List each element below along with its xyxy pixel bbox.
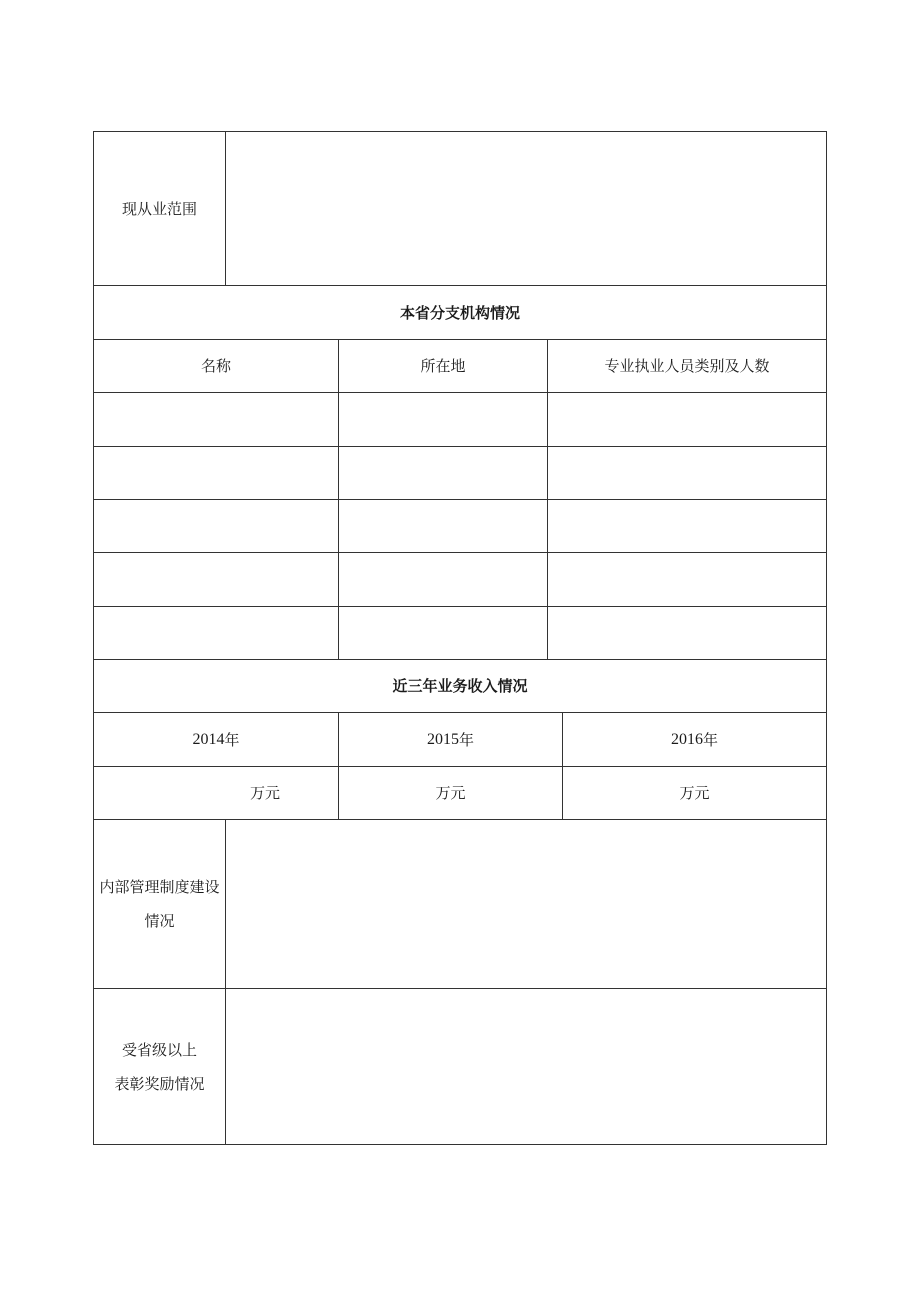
- year-suffix: 年: [224, 730, 240, 749]
- year-value: 2015: [426, 730, 459, 748]
- management-label: [94, 820, 225, 988]
- branches-section-title: 本省分支机构情况: [399, 303, 520, 322]
- awards-label-line: 表彰奖励情况: [114, 1074, 205, 1093]
- branch-name-cell[interactable]: [94, 553, 338, 606]
- column-header-staff: 专业执业人员类别及人数: [604, 357, 770, 375]
- year-suffix: 年: [458, 730, 474, 749]
- year-suffix: 年: [702, 730, 718, 749]
- revenue-unit: 万元: [435, 784, 466, 802]
- branch-location-cell[interactable]: [339, 500, 547, 552]
- branch-location-cell[interactable]: [339, 393, 547, 446]
- branch-staff-cell[interactable]: [548, 447, 826, 499]
- column-header-name: 名称: [200, 357, 231, 375]
- awards-label: [94, 989, 225, 1144]
- revenue-year-header: [563, 713, 826, 766]
- revenue-unit: 万元: [679, 784, 710, 802]
- management-label-line: 内部管理制度建设: [99, 878, 220, 896]
- branch-name-cell[interactable]: [94, 607, 338, 659]
- revenue-section-title: 近三年业务收入情况: [392, 677, 528, 695]
- revenue-year-header: [339, 713, 562, 766]
- business-scope-field[interactable]: [226, 132, 826, 285]
- branch-staff-cell[interactable]: [548, 607, 826, 659]
- branch-name-cell[interactable]: [94, 393, 338, 446]
- year-value: 2016: [670, 730, 703, 748]
- year-value: 2014: [192, 730, 225, 748]
- revenue-amount-cell[interactable]: [563, 767, 826, 819]
- revenue-amount-cell[interactable]: [94, 767, 338, 819]
- branch-location-cell[interactable]: [339, 447, 547, 499]
- branch-staff-cell[interactable]: [548, 553, 826, 606]
- branch-location-cell[interactable]: [339, 553, 547, 606]
- awards-label-line: 受省级以上: [121, 1040, 197, 1059]
- branch-location-cell[interactable]: [339, 607, 547, 659]
- branch-staff-cell[interactable]: [548, 500, 826, 552]
- branch-name-cell[interactable]: [94, 447, 338, 499]
- branch-staff-cell[interactable]: [548, 393, 826, 446]
- revenue-unit: 万元: [249, 784, 280, 802]
- column-header-location: 所在地: [420, 357, 466, 375]
- revenue-year-header: [94, 713, 338, 766]
- management-field[interactable]: [226, 820, 826, 988]
- business-scope-label: 现从业范围: [121, 199, 197, 218]
- revenue-amount-cell[interactable]: [339, 767, 562, 819]
- awards-field[interactable]: [226, 989, 826, 1144]
- management-label-line: 情况: [144, 912, 175, 930]
- branch-name-cell[interactable]: [94, 500, 338, 552]
